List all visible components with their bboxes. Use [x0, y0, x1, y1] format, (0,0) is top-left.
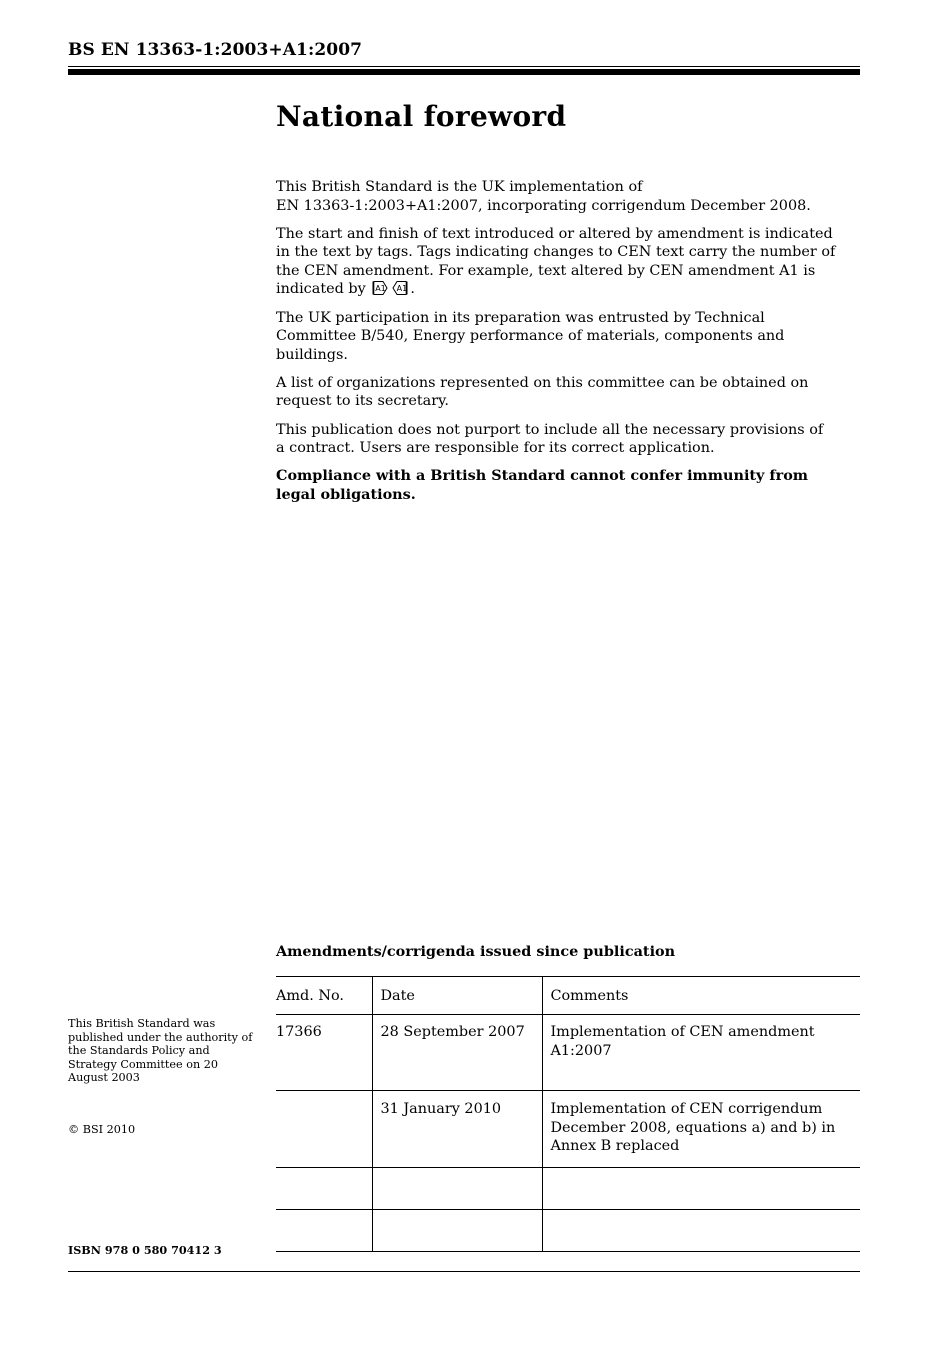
amendments-table	[276, 976, 860, 1252]
table-header-row	[276, 977, 860, 1015]
document-id-header: BS EN 13363-1:2003+A1:2007	[68, 40, 363, 60]
footer-rule	[68, 1271, 860, 1272]
amd-no-cell	[276, 1168, 372, 1210]
paragraph-implementation	[276, 178, 836, 215]
comments-cell	[542, 1168, 860, 1210]
comments-cell: Implementation of CEN corrigendum December 2008, equations a) and b) in Annex B replaced	[542, 1091, 860, 1168]
publication-note: This British Standard was published under the authority of the Standards Policy and Strategy Committee on 20 August 2003	[68, 1017, 253, 1085]
tag-start-label: A1	[375, 284, 387, 294]
date-cell: 31 January 2010	[372, 1091, 542, 1168]
tag-end-label: A1	[396, 284, 408, 294]
header-rule-thick	[68, 69, 860, 75]
amendments-title: Amendments/corrigenda issued since publication	[276, 943, 676, 960]
implementation-line-1: This British Standard is the UK implementation of	[276, 179, 643, 195]
amendment-start-tag-icon	[372, 281, 388, 295]
tags-text-end: .	[410, 281, 415, 298]
paragraph-tags	[276, 225, 836, 299]
header-rule-thin	[68, 66, 860, 67]
paragraph-contract: This publication does not purport to include all the necessary provisions of a contract. Users are responsible for its correct application.	[276, 421, 824, 457]
isbn: ISBN 978 0 580 70412 3	[68, 1243, 222, 1257]
foreword-body	[276, 178, 836, 514]
copyright-notice: © BSI 2010	[68, 1123, 136, 1136]
amd-no-cell	[276, 1210, 372, 1252]
table-row	[276, 1015, 860, 1091]
table-row	[276, 1091, 860, 1168]
column-header-comments: Comments	[542, 977, 860, 1015]
paragraph-organizations: A list of organizations represented on this committee can be obtained on request to its secretary.	[276, 374, 809, 410]
amendment-end-tag-icon	[392, 281, 408, 295]
comments-cell: Implementation of CEN amendment A1:2007	[542, 1015, 860, 1091]
date-cell	[372, 1168, 542, 1210]
table-row	[276, 1210, 860, 1252]
amd-no-cell	[276, 1091, 372, 1168]
column-header-amd-no: Amd. No.	[276, 988, 344, 1004]
date-cell: 28 September 2007	[372, 1015, 542, 1091]
implementation-line-2: EN 13363-1:2003+A1:2007, incorporating corrigendum December 2008.	[276, 197, 811, 214]
column-header-date: Date	[372, 977, 542, 1015]
page-title: National foreword	[276, 100, 567, 133]
table-row	[276, 1168, 860, 1210]
date-cell	[372, 1210, 542, 1252]
comments-cell	[542, 1210, 860, 1252]
tags-text: The start and finish of text introduced or altered by amendment is indicated in the text by tags. Tags indicating changes to CEN text carry the number of the CEN amendment. For example, text altered by CEN amendment A1 is indicated by	[276, 225, 836, 298]
paragraph-committee: The UK participation in its preparation was entrusted by Technical Committee B/540, Energy performance of materials, components and buildings.	[276, 309, 785, 363]
paragraph-compliance: Compliance with a British Standard cannot confer immunity from legal obligations.	[276, 467, 809, 503]
amd-no-cell: 17366	[276, 1024, 322, 1040]
